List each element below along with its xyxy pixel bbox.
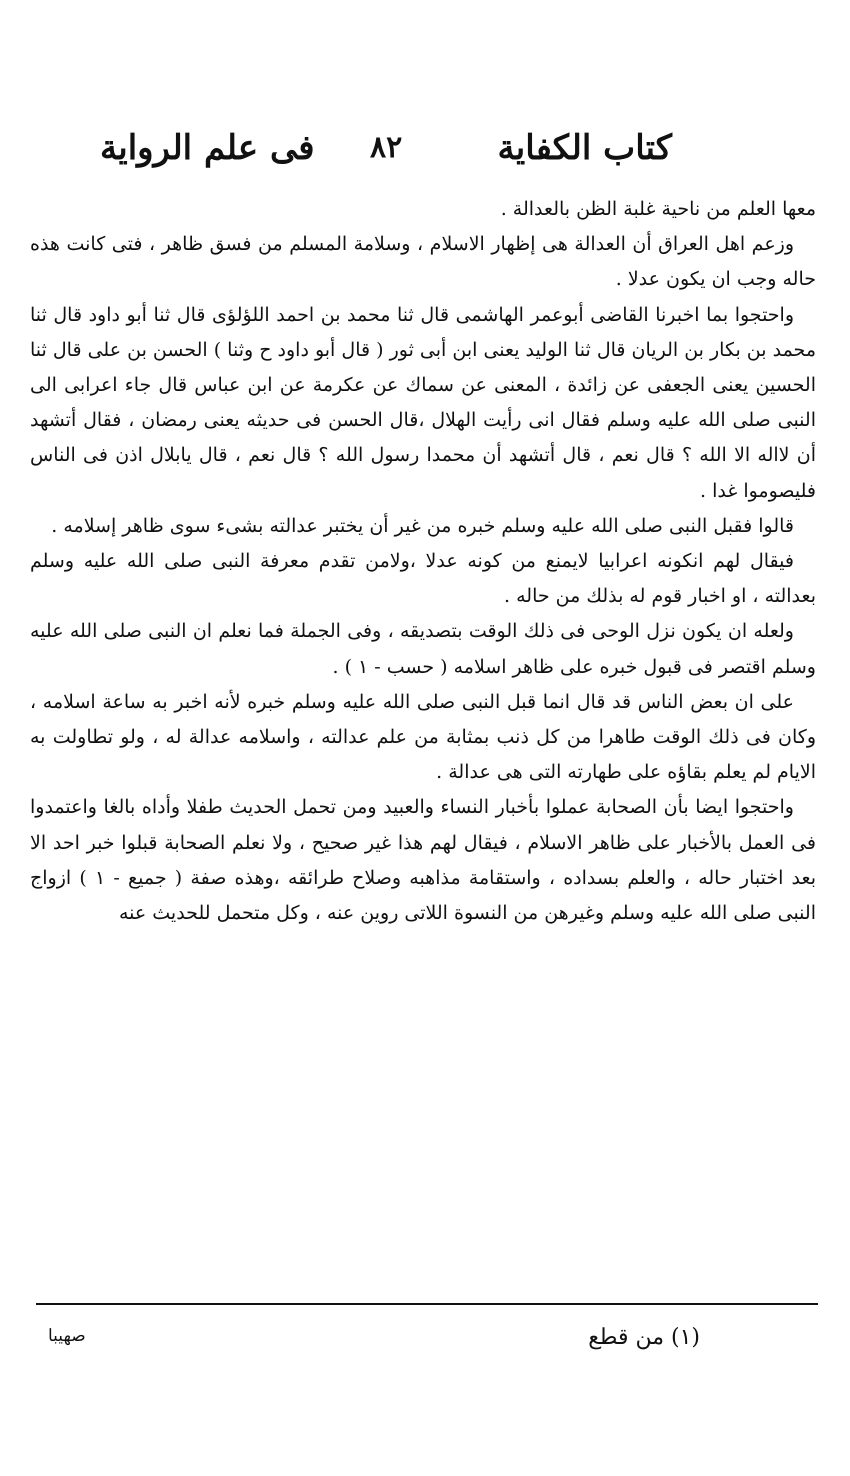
footnote-side-note: صهيبا [48,1326,86,1346]
page-number: ٨٢ [370,130,403,165]
book-title: كتاب الكفاية [497,128,672,168]
footnote: (١) من قطع [588,1325,700,1350]
footnote-divider [36,1303,818,1305]
page-header [100,128,672,188]
paragraph: واحتجوا بما اخبرنا القاضى أبوعمر الهاشمى قال ثنا محمد بن احمد اللؤلؤى قال ثنا أبو داود قال ثنا محمد بن بكار بن الريان قال ثنا الوليد يعنى ابن أبى ثور ( قال أبو داود ح وثنا ) الحسن بن على قال ثنا الحسين يعنى الجعفى عن زائدة ، المعنى عن سماك عن عكرمة عن ابن عباس قال جاء اعرابى الى النبى صلى الله عليه وسلم فقال انى رأيت الهلال ،قال الحسن فى حديثه يعنى رمضان ، فقال أتشهد أن لااله الا الله ؟ قال نعم ، قال أتشهد أن محمدا رسول الله ؟ قال نعم ، قال يابلال اذن فى الناس فليصوموا غدا . [30,303,816,502]
paragraph: واحتجوا ايضا بأن الصحابة عملوا بأخبار النساء والعبيد ومن تحمل الحديث طفلا وأداه بالغا واعتمدوا فى العمل بالأخبار على ظاهر الاسلام ، فيقال لهم هذا غير صحيح ، ولا نعلم الصحابة قبلوا خبر احد الا بعد اختبار حاله ، والعلم بسداده ، واستقامة مذاهبه وصلاح طرائقه ،وهذه صفة ( جميع - ١ ) ازواج النبى صلى الله عليه وسلم وغيرهن من النسوة اللاتى روين عنه ، وكل متحمل للحديث عنه [30,796,816,925]
paragraph: قالوا فقبل النبى صلى الله عليه وسلم خبره من غير أن يختبر عدالته بشىء سوى ظاهر إسلامه . [51,514,794,537]
body-text [30,192,816,931]
paragraph: على ان بعض الناس قد قال انما قبل النبى صلى الله عليه وسلم خبره لأنه اخبر به ساعة اسلامه ، وكان فى ذلك الوقت طاهرا من كل ذنب بمثابة من علم عدالته ، واسلامه عدالة له ، ولو تطاولت به الايام لم يعلم بقاؤه على طهارته التى هى عدالة . [30,690,816,784]
book-subtitle: فى علم الرواية [100,128,315,168]
paragraph: معها العلم من ناحية غلبة الظن بالعدالة . [500,198,816,220]
paragraph: فيقال لهم انكونه اعرابيا لايمنع من كونه عدلا ،ولامن تقدم معرفة النبى صلى الله عليه وسلم بعدالته ، او اخبار قوم له بذلك من حاله . [30,550,816,608]
paragraph: ولعله ان يكون نزل الوحى فى ذلك الوقت بتصديقه ، وفى الجملة فما نعلم ان النبى صلى الله عليه وسلم اقتصر فى قبول خبره على ظاهر اسلامه ( حسب - ١ ) . [30,620,816,678]
paragraph: وزعم اهل العراق أن العدالة هى إظهار الاسلام ، وسلامة المسلم من فسق ظاهر ، فتى كانت هذه حاله وجب ان يكون عدلا . [30,233,816,291]
